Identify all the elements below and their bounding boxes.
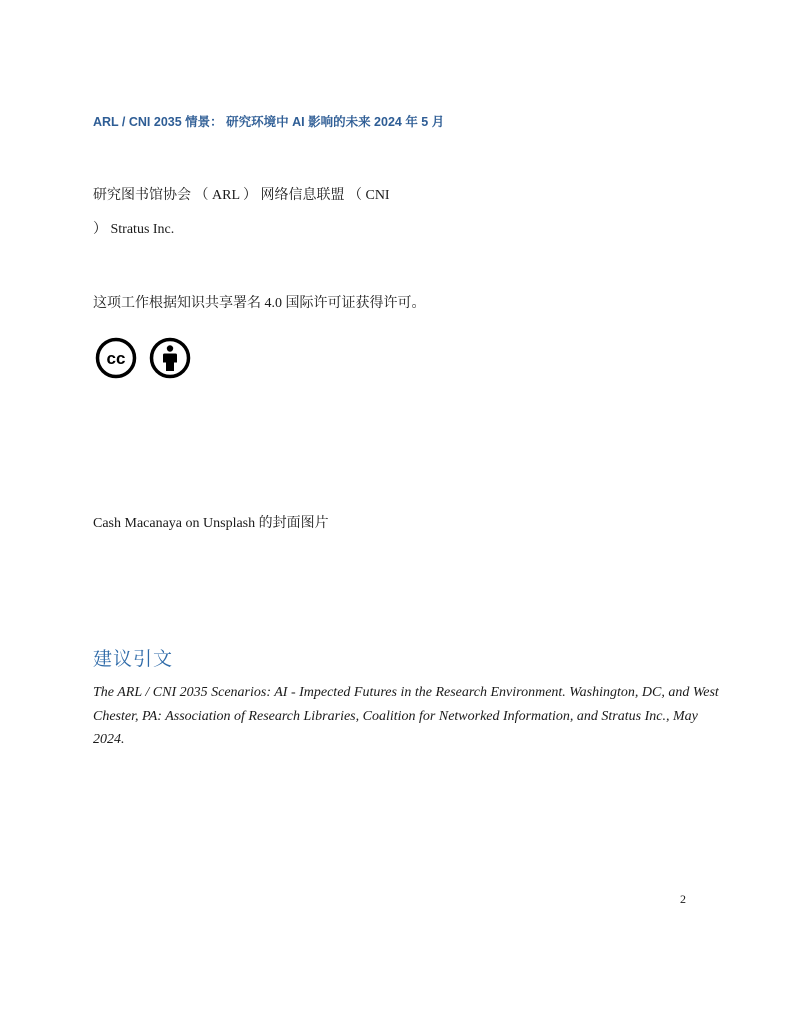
authors-line-1: 研究图书馆协会 （ ARL ） 网络信息联盟 （ CNI [93, 188, 390, 203]
license-icons [95, 337, 191, 379]
attribution-icon [149, 337, 191, 379]
cc-glyph-text: cc [106, 349, 126, 368]
suggested-citation-heading: 建议引文 [93, 649, 174, 670]
license-statement: 这项工作根据知识共享署名 4.0 国际许可证获得许可。 [93, 296, 426, 311]
authors-line-2: ） Stratus Inc. [93, 222, 175, 237]
cover-image-credit: Cash Macanaya on Unsplash 的封面图片 [93, 516, 329, 531]
suggested-citation-text: The ARL / CNI 2035 Scenarios: AI - Impected Futures in the Research Environment. Washington, DC, and West Chester, PA: Association of Research Libraries, Coalition for Networked Information, and Stratus Inc., May 2024. [93, 685, 719, 747]
page-number: 2 [680, 892, 686, 906]
document-header-title: ARL / CNI 2035 情景： 研究环境中 AI 影响的未来 2024 年 5 月 [93, 115, 445, 129]
creative-commons-icon [95, 337, 137, 379]
